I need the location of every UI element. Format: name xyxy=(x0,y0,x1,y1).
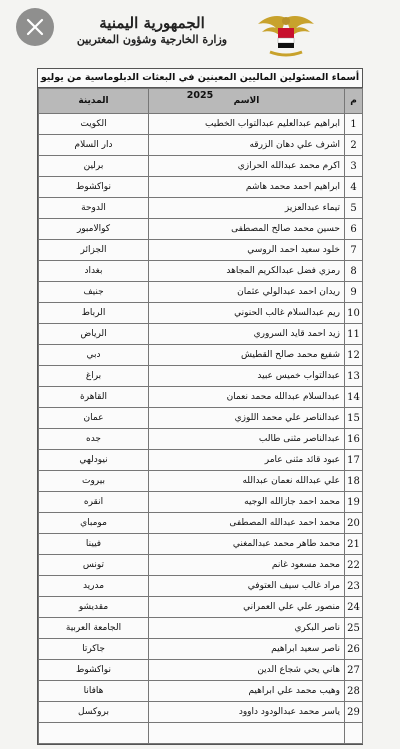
row-number: 17 xyxy=(345,450,363,471)
official-name: هاني يحي شجاع الدين xyxy=(149,660,345,681)
row-number: 12 xyxy=(345,345,363,366)
mission-city xyxy=(39,723,149,744)
table-row xyxy=(39,219,363,240)
mission-city: جنيف xyxy=(39,282,149,303)
mission-city: مدريد xyxy=(39,576,149,597)
mission-city: الجامعة العربية xyxy=(39,618,149,639)
mission-city: دبي xyxy=(39,345,149,366)
official-name: منصور علي علي العمراني xyxy=(149,597,345,618)
table-row xyxy=(39,408,363,429)
official-name: زيد احمد قايد السروري xyxy=(149,324,345,345)
mission-city: جاكرتا xyxy=(39,639,149,660)
table-row xyxy=(39,177,363,198)
official-name: حسين محمد صالح المصطفى xyxy=(149,219,345,240)
row-number: 8 xyxy=(345,261,363,282)
official-name: ناصر سعيد ابراهيم xyxy=(149,639,345,660)
table-row xyxy=(39,555,363,576)
row-number: 7 xyxy=(345,240,363,261)
table-row xyxy=(39,156,363,177)
mission-city: الرباط xyxy=(39,303,149,324)
table-row xyxy=(39,513,363,534)
mission-city: نواكشوط xyxy=(39,177,149,198)
official-name: ابراهيم احمد محمد هاشم xyxy=(149,177,345,198)
official-name: عبدالسلام عبدالله محمد نعمان xyxy=(149,387,345,408)
close-icon xyxy=(26,18,44,36)
table-row xyxy=(39,576,363,597)
official-name: محمد مسعود غانم xyxy=(149,555,345,576)
table-row xyxy=(39,114,363,135)
mission-city: هافانا xyxy=(39,681,149,702)
mission-city: براغ xyxy=(39,366,149,387)
official-name: عبدالتواب خميس عبيد xyxy=(149,366,345,387)
official-name: ناصر البكري xyxy=(149,618,345,639)
official-name: ريدان احمد عبدالولي عثمان xyxy=(149,282,345,303)
mission-city: فيينا xyxy=(39,534,149,555)
mission-city: مومباي xyxy=(39,513,149,534)
mission-city: نواكشوط xyxy=(39,660,149,681)
table-row xyxy=(39,639,363,660)
row-number: 23 xyxy=(345,576,363,597)
country-name: الجمهورية اليمنية xyxy=(99,14,205,32)
table-row xyxy=(39,345,363,366)
row-number: 27 xyxy=(345,660,363,681)
close-button[interactable] xyxy=(16,8,54,46)
mission-city: بغداد xyxy=(39,261,149,282)
row-number: 16 xyxy=(345,429,363,450)
official-name: ابراهيم عبدالعليم عبدالتواب الخطيب xyxy=(149,114,345,135)
row-number: 21 xyxy=(345,534,363,555)
row-number: 5 xyxy=(345,198,363,219)
official-name xyxy=(149,723,345,744)
mission-city: الجزائر xyxy=(39,240,149,261)
row-number: 14 xyxy=(345,387,363,408)
table-row xyxy=(39,324,363,345)
official-name: خلود سعيد احمد الروسي xyxy=(149,240,345,261)
table-row xyxy=(39,450,363,471)
ministry-header xyxy=(62,14,242,48)
mission-city: الكويت xyxy=(39,114,149,135)
mission-city: بروكسل xyxy=(39,702,149,723)
mission-city: نيودلهي xyxy=(39,450,149,471)
table-row xyxy=(39,282,363,303)
mission-city: بيروت xyxy=(39,471,149,492)
row-number: 26 xyxy=(345,639,363,660)
row-number: 3 xyxy=(345,156,363,177)
mission-city: مقديشو xyxy=(39,597,149,618)
official-name: ياسر محمد عبدالودود داوود xyxy=(149,702,345,723)
table-row xyxy=(39,660,363,681)
row-number: 2 xyxy=(345,135,363,156)
table-title: أسماء المسئولين الماليين المعينين في البعثات الدبلوماسية من يوليو 2025 xyxy=(38,69,362,88)
official-name: اكرم محمد عبدالله الحرازي xyxy=(149,156,345,177)
row-number: 1 xyxy=(345,114,363,135)
table-row xyxy=(39,681,363,702)
mission-city: دار السلام xyxy=(39,135,149,156)
table-row xyxy=(39,366,363,387)
official-name: عبدالناصر علي محمد اللوزي xyxy=(149,408,345,429)
ministry-name: وزارة الخارجية وشؤون المغتربين xyxy=(76,33,228,46)
table-row xyxy=(39,618,363,639)
row-number: 20 xyxy=(345,513,363,534)
mission-city: تونس xyxy=(39,555,149,576)
mission-city: انقره xyxy=(39,492,149,513)
officials-grid xyxy=(38,88,363,744)
row-number: 19 xyxy=(345,492,363,513)
column-header-name: الاسم xyxy=(149,89,345,114)
table-row xyxy=(39,702,363,723)
officials-table xyxy=(37,68,363,745)
row-number: 4 xyxy=(345,177,363,198)
table-row xyxy=(39,471,363,492)
table-row xyxy=(39,240,363,261)
row-number: 24 xyxy=(345,597,363,618)
table-row xyxy=(39,597,363,618)
official-name: تيماء عبدالعزيز xyxy=(149,198,345,219)
mission-city: الدوحة xyxy=(39,198,149,219)
table-row xyxy=(39,492,363,513)
table-row xyxy=(39,135,363,156)
official-name: مراد غالب سيف العتوفي xyxy=(149,576,345,597)
official-name: علي عبدالله نعمان عبدالله xyxy=(149,471,345,492)
row-number: 10 xyxy=(345,303,363,324)
row-number: 9 xyxy=(345,282,363,303)
official-name: رمزي فضل عبدالكريم المجاهد xyxy=(149,261,345,282)
official-name: عبود قائد مثنى عامر xyxy=(149,450,345,471)
mission-city: جده xyxy=(39,429,149,450)
table-row xyxy=(39,429,363,450)
official-name: شفيع محمد صالح القطيش xyxy=(149,345,345,366)
table-row xyxy=(39,387,363,408)
official-name: ريم عبدالسلام غالب الحنوني xyxy=(149,303,345,324)
mission-city: عمان xyxy=(39,408,149,429)
official-name: محمد طاهر محمد عبدالمغني xyxy=(149,534,345,555)
table-row xyxy=(39,723,363,744)
row-number: 29 xyxy=(345,702,363,723)
row-number xyxy=(345,723,363,744)
column-header-city: المدينة xyxy=(39,89,149,114)
table-row xyxy=(39,198,363,219)
column-header-num: م xyxy=(345,89,363,114)
mission-city: الرياض xyxy=(39,324,149,345)
row-number: 28 xyxy=(345,681,363,702)
row-number: 15 xyxy=(345,408,363,429)
official-name: محمد احمد جازالله الوجيه xyxy=(149,492,345,513)
table-row xyxy=(39,261,363,282)
official-name: عبدالناصر مثنى طالب xyxy=(149,429,345,450)
table-row xyxy=(39,534,363,555)
official-name: محمد احمد عبدالله المصطفى xyxy=(149,513,345,534)
row-number: 11 xyxy=(345,324,363,345)
row-number: 18 xyxy=(345,471,363,492)
mission-city: القاهرة xyxy=(39,387,149,408)
official-name: اشرف علي دهان الزرقه xyxy=(149,135,345,156)
table-row xyxy=(39,303,363,324)
row-number: 13 xyxy=(345,366,363,387)
row-number: 6 xyxy=(345,219,363,240)
mission-city: كوالامبور xyxy=(39,219,149,240)
row-number: 22 xyxy=(345,555,363,576)
official-name: وهيب محمد علي ابراهيم xyxy=(149,681,345,702)
mission-city: برلين xyxy=(39,156,149,177)
yemen-emblem-icon xyxy=(256,12,316,60)
row-number: 25 xyxy=(345,618,363,639)
